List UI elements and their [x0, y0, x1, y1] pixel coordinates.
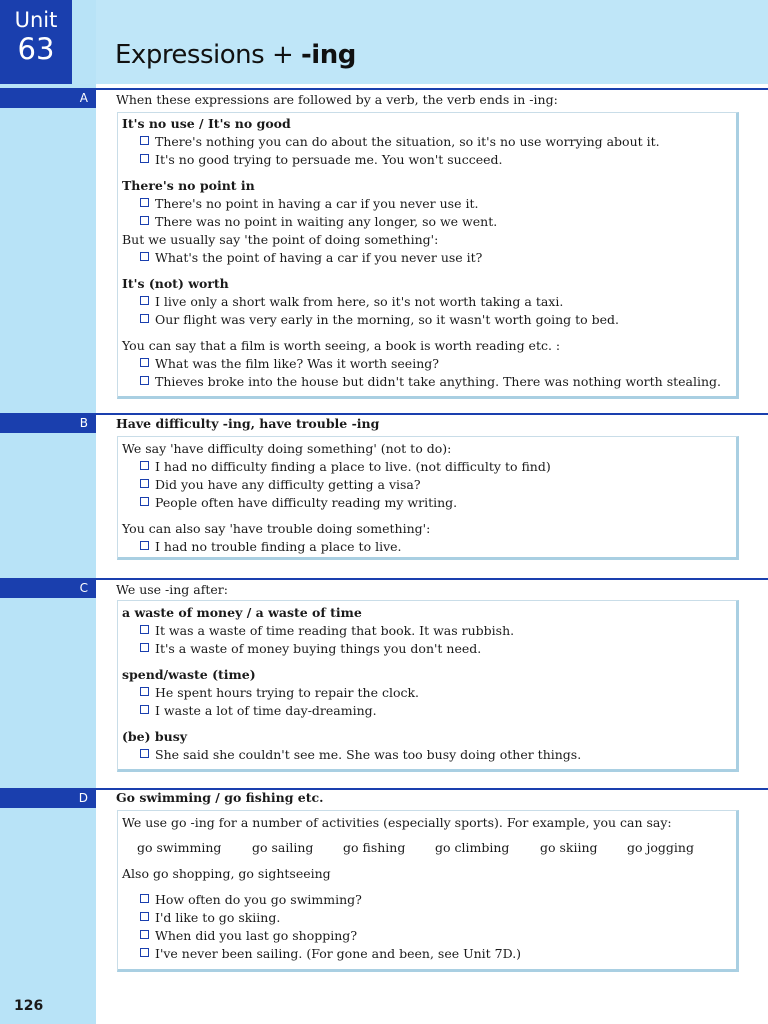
also-note: Also go shopping, go sightseeing: [122, 866, 331, 881]
example-item: It's no good trying to persuade me. You won't succeed.: [140, 152, 503, 168]
busy-heading: (be) busy: [122, 729, 188, 744]
example-item: I've never been sailing. (For gone and been, see Unit 7D.): [140, 946, 521, 962]
activity-item: go swimming: [137, 840, 222, 855]
activity-item: go skiing: [540, 840, 598, 855]
example-item: How often do you go swimming?: [140, 892, 362, 908]
example-item: I had no difficulty finding a place to live. (not difficulty to find): [140, 459, 551, 475]
section-c-heading: We use -ing after:: [116, 582, 228, 597]
spend-heading: spend/waste (time): [122, 667, 256, 682]
example-item: Our flight was very early in the morning, so it wasn't worth going to bed.: [140, 312, 619, 328]
section-d-marker: D: [0, 788, 96, 808]
example-item: I waste a lot of time day-dreaming.: [140, 703, 377, 719]
unit-number: 63: [17, 32, 55, 66]
example-item: He spent hours trying to repair the clock.: [140, 685, 419, 701]
section-a-intro: When these expressions are followed by a verb, the verb ends in -ing:: [116, 92, 558, 107]
example-item: When did you last go shopping?: [140, 928, 357, 944]
title-main: Expressions +: [115, 40, 301, 70]
no-point-heading: There's no point in: [122, 178, 255, 193]
example-item: People often have difficulty reading my writing.: [140, 495, 457, 511]
no-use-heading: It's no use / It's no good: [122, 116, 291, 131]
section-b-heading: Have difficulty -ing, have trouble -ing: [116, 416, 380, 431]
example-item: She said she couldn't see me. She was too busy doing other things.: [140, 747, 581, 763]
example-item: There's no point in having a car if you never use it.: [140, 196, 478, 212]
section-b-marker: B: [0, 413, 96, 433]
page-title: [115, 40, 356, 70]
example-item: It was a waste of time reading that book. It was rubbish.: [140, 623, 514, 639]
section-b-rule: [96, 413, 768, 415]
example-item: I'd like to go skiing.: [140, 910, 280, 926]
example-item: There was no point in waiting any longer, so we went.: [140, 214, 497, 230]
worth-note: You can say that a film is worth seeing, a book is worth reading etc. :: [122, 338, 561, 353]
example-item: What's the point of having a car if you never use it?: [140, 250, 482, 266]
trouble-note: You can also say 'have trouble doing something':: [122, 521, 431, 536]
example-item: Thieves broke into the house but didn't take anything. There was nothing worth stealing.: [140, 374, 721, 390]
go-ing-note: We use go -ing for a number of activities (especially sports). For example, you can say:: [122, 815, 672, 830]
waste-heading: a waste of money / a waste of time: [122, 605, 362, 620]
unit-badge: [0, 0, 72, 84]
section-c-marker: C: [0, 578, 96, 598]
worth-heading: It's (not) worth: [122, 276, 229, 291]
example-item: It's a waste of money buying things you don't need.: [140, 641, 481, 657]
example-item: There's nothing you can do about the situation, so it's no use worrying about it.: [140, 134, 660, 150]
title-suffix: -ing: [301, 40, 356, 70]
section-d-heading: Go swimming / go fishing etc.: [116, 790, 324, 805]
sidebar: [0, 0, 96, 1024]
activity-item: go climbing: [435, 840, 510, 855]
activity-item: go jogging: [627, 840, 694, 855]
section-c-rule: [96, 578, 768, 580]
point-of-note: But we usually say 'the point of doing something':: [122, 232, 439, 247]
example-item: I live only a short walk from here, so it's not worth taking a taxi.: [140, 294, 563, 310]
example-item: Did you have any difficulty getting a visa?: [140, 477, 421, 493]
unit-label: Unit: [14, 8, 58, 32]
example-item: What was the film like? Was it worth seeing?: [140, 356, 439, 372]
example-item: I had no trouble finding a place to live.: [140, 539, 402, 555]
page-number: 126: [14, 998, 44, 1014]
activity-item: go fishing: [343, 840, 406, 855]
section-a-marker: A: [0, 88, 96, 108]
section-a-rule: [96, 88, 768, 90]
activity-item: go sailing: [252, 840, 314, 855]
difficulty-note: We say 'have difficulty doing something' (not to do):: [122, 441, 452, 456]
